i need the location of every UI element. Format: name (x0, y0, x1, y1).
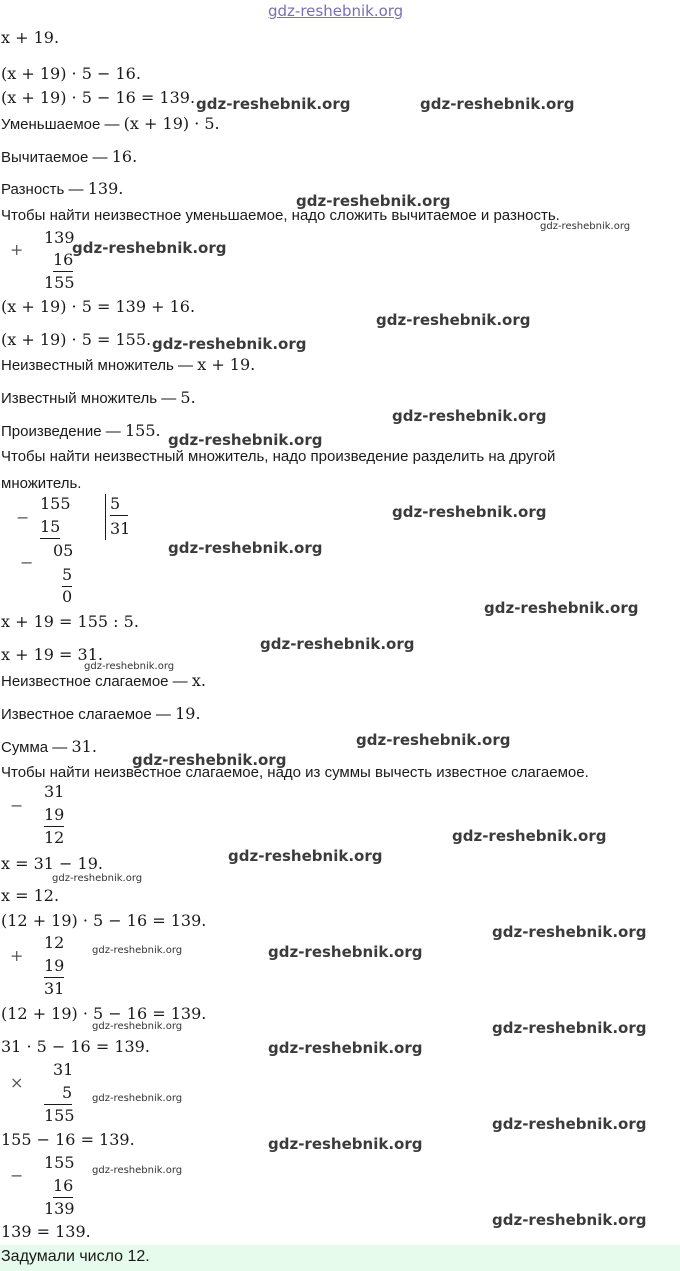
watermark: gdz-reshebnik.org (452, 827, 607, 845)
product-value: 155. (124, 421, 161, 440)
equation-line-20: x = 31 − 19. (1, 854, 103, 873)
unknown-factor-value: x + 19. (197, 355, 256, 374)
unknown-addend-label: Неизвестное слагаемое — (1, 673, 188, 690)
rule-addend: Чтобы найти неизвестное слагаемое, надо из суммы вычесть известное слагаемое. (1, 764, 589, 781)
subtrahend-line (1, 147, 137, 168)
minus-sign-1: − (16, 508, 30, 527)
watermark: gdz-reshebnik.org (268, 943, 423, 961)
equation-line-8: (x + 19) · 5 = 139 + 16. (1, 297, 196, 316)
watermark: gdz-reshebnik.org (152, 335, 307, 353)
watermark: gdz-reshebnik.org (540, 221, 631, 232)
minus-sign-2: − (20, 553, 34, 572)
dividend: 155 (40, 494, 71, 513)
watermark-top[interactable]: gdz-reshebnik.org (268, 2, 404, 20)
minuend-value: (x + 19) · 5. (123, 114, 220, 133)
sum-line (1, 737, 97, 758)
watermark: gdz-reshebnik.org (168, 431, 323, 449)
subtrahend-label: Вычитаемое — (1, 149, 108, 166)
watermark: gdz-reshebnik.org (392, 407, 547, 425)
minuend-label: Уменьшаемое — (1, 116, 120, 133)
difference-line (1, 179, 123, 200)
minuend-line (1, 114, 220, 135)
unknown-factor-label: Неизвестный множитель — (1, 357, 194, 374)
expr-line-1: x + 19. (1, 28, 60, 47)
watermark: gdz-reshebnik.org (268, 1135, 423, 1153)
product-line (1, 421, 161, 442)
first-subtract: 15 (40, 517, 60, 539)
remainder-step: 05 (53, 541, 74, 560)
watermark: gdz-reshebnik.org (376, 311, 531, 329)
known-factor-line (1, 388, 196, 409)
product-label: Произведение — (1, 423, 121, 440)
watermark: gdz-reshebnik.org (132, 751, 287, 769)
watermark: gdz-reshebnik.org (92, 1093, 183, 1104)
watermark: gdz-reshebnik.org (268, 1039, 423, 1057)
watermark: gdz-reshebnik.org (484, 599, 639, 617)
sum-value: 31. (71, 737, 97, 756)
check-line-23: (12 + 19) · 5 − 16 = 139. (1, 1004, 207, 1023)
difference-label: Разность — (1, 181, 84, 198)
watermark: gdz-reshebnik.org (492, 923, 647, 941)
difference-result-2: 139 (44, 1199, 75, 1218)
equation-line-3: (x + 19) · 5 − 16 = 139. (1, 88, 196, 107)
watermark: gdz-reshebnik.org (92, 1165, 183, 1176)
equation-line-21: x = 12. (1, 886, 60, 905)
factor-a: 31 (53, 1060, 74, 1079)
minus-sign-4: − (10, 1166, 24, 1185)
plus-sign-2: + (10, 946, 24, 965)
rule-factor-b: множитель. (1, 475, 82, 492)
difference-result: 12 (44, 828, 65, 847)
sum-label: Сумма — (1, 739, 68, 756)
final-remainder: 0 (62, 587, 73, 606)
divisor: 5 (110, 494, 128, 516)
watermark: gdz-reshebnik.org (296, 192, 451, 210)
factor-b: 5 (44, 1083, 72, 1105)
answer-banner (0, 1245, 680, 1271)
difference-value: 139. (87, 179, 124, 198)
watermark: gdz-reshebnik.org (72, 239, 227, 257)
watermark: gdz-reshebnik.org (492, 1211, 647, 1229)
check-line-25: 155 − 16 = 139. (1, 1130, 135, 1149)
check-line-26: 139 = 139. (1, 1222, 91, 1241)
subtrahend-d: 16 (53, 1176, 73, 1198)
unknown-factor-line (1, 355, 255, 376)
watermark: gdz-reshebnik.org (228, 847, 383, 865)
addend-a: 139 (44, 228, 75, 247)
watermark: gdz-reshebnik.org (52, 873, 143, 884)
watermark: gdz-reshebnik.org (168, 539, 323, 557)
minuend-a: 31 (44, 782, 65, 801)
unknown-addend-line (1, 671, 206, 692)
watermark: gdz-reshebnik.org (356, 731, 511, 749)
addend-c: 12 (44, 933, 65, 952)
equation-line-9: (x + 19) · 5 = 155. (1, 330, 152, 349)
known-factor-label: Известный множитель — (1, 390, 177, 407)
watermark: gdz-reshebnik.org (492, 1019, 647, 1037)
minuend-c: 155 (44, 1153, 75, 1172)
addend-d: 19 (44, 956, 64, 978)
watermark: gdz-reshebnik.org (420, 95, 575, 113)
addend-b: 16 (53, 250, 73, 272)
rule-minuend: Чтобы найти неизвестное уменьшаемое, надо сложить вычитаемое и разность. (1, 207, 560, 224)
subtrahend-b: 19 (44, 805, 64, 827)
rule-factor-a: Чтобы найти неизвестный множитель, надо произведение разделить на другой (1, 448, 556, 465)
product-result: 155 (44, 1106, 75, 1125)
equation-line-15: x + 19 = 31. (1, 645, 103, 664)
watermark: gdz-reshebnik.org (92, 1021, 183, 1032)
second-subtract: 5 (62, 565, 72, 587)
times-sign: × (10, 1073, 24, 1092)
watermark: gdz-reshebnik.org (392, 503, 547, 521)
known-addend-line (1, 704, 201, 725)
known-addend-value: 19. (175, 704, 201, 723)
quotient: 31 (110, 519, 131, 538)
sum-result: 155 (44, 273, 75, 292)
division-bar (105, 494, 106, 540)
expr-line-2: (x + 19) · 5 − 16. (1, 64, 141, 83)
plus-sign: + (10, 240, 24, 259)
known-factor-value: 5. (180, 388, 196, 407)
sum-result-2: 31 (44, 979, 65, 998)
subtrahend-value: 16. (111, 147, 138, 166)
watermark: gdz-reshebnik.org (84, 661, 175, 672)
equation-line-14: x + 19 = 155 : 5. (1, 612, 139, 631)
watermark: gdz-reshebnik.org (196, 95, 351, 113)
check-line-24: 31 · 5 − 16 = 139. (1, 1037, 150, 1056)
watermark: gdz-reshebnik.org (260, 635, 415, 653)
watermark: gdz-reshebnik.org (492, 1115, 647, 1133)
minus-sign-3: − (10, 796, 24, 815)
answer-text: Задумали число 12. (1, 1248, 150, 1265)
unknown-addend-value: x. (191, 671, 206, 690)
known-addend-label: Известное слагаемое — (1, 706, 171, 723)
check-line-22: (12 + 19) · 5 − 16 = 139. (1, 911, 207, 930)
watermark: gdz-reshebnik.org (92, 945, 183, 956)
